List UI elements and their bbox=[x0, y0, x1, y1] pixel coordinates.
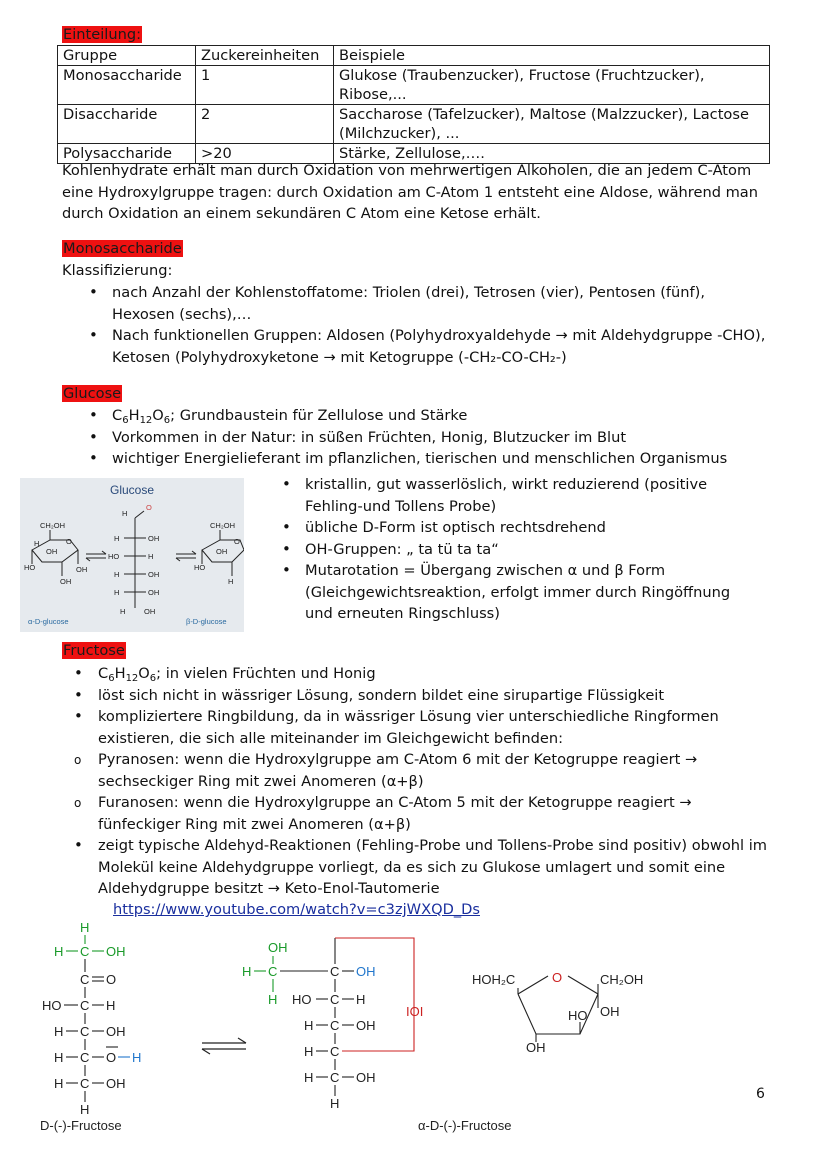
svg-text:H: H bbox=[304, 1044, 314, 1059]
svg-text:O: O bbox=[106, 972, 117, 987]
svg-text:OH: OH bbox=[148, 588, 160, 597]
svg-text:H: H bbox=[304, 1018, 314, 1033]
svg-text:H: H bbox=[34, 539, 40, 548]
svg-text:OH: OH bbox=[148, 534, 160, 543]
svg-text:OH: OH bbox=[46, 547, 58, 556]
glucose-structures-svg bbox=[20, 478, 244, 632]
table-cell: Disaccharide bbox=[58, 105, 196, 144]
glucose-formula: $C_6H_{12}O_6$ bbox=[112, 407, 171, 426]
section-heading-einteilung: Einteilung: bbox=[63, 26, 142, 43]
svg-text:HO: HO bbox=[24, 563, 36, 572]
table-header: Beispiele bbox=[334, 46, 770, 66]
svg-text:H: H bbox=[242, 964, 252, 979]
svg-text:OH: OH bbox=[106, 1024, 126, 1039]
svg-text:O: O bbox=[66, 537, 72, 546]
svg-text:O: O bbox=[234, 537, 240, 546]
section-heading-fructose: Fructose bbox=[63, 642, 125, 659]
figure-title: Glucose bbox=[109, 483, 155, 497]
list-item: • nach Anzahl der Kohlenstoffatome: Triolen (drei), Tetrosen (vier), Pentosen (fünf), Hexosen (sechs),… bbox=[62, 282, 767, 325]
svg-text:OH: OH bbox=[600, 1004, 620, 1019]
svg-text:O: O bbox=[106, 1050, 117, 1065]
svg-text:H: H bbox=[120, 607, 126, 616]
svg-text:O: O bbox=[146, 503, 152, 512]
youtube-link[interactable]: https://www.youtube.com/watch?v=c3zjWXQD_Ds bbox=[113, 901, 480, 918]
svg-text:HO: HO bbox=[292, 992, 312, 1007]
svg-text:H: H bbox=[330, 1096, 340, 1111]
svg-text:C: C bbox=[268, 964, 278, 979]
glucose-figure bbox=[20, 478, 244, 632]
svg-text:OH: OH bbox=[106, 944, 126, 959]
table-cell: Polysaccharide bbox=[58, 144, 196, 164]
beta-label: β-D-glucose bbox=[186, 617, 227, 626]
sub-list-item: o Pyranosen: wenn die Hydroxylgruppe am C-Atom 6 mit der Ketogruppe reagiert → sechseckiger Ring mit zwei Anomeren (α+β) bbox=[64, 749, 774, 792]
svg-text:H: H bbox=[114, 588, 120, 597]
svg-text:CH₂OH: CH₂OH bbox=[210, 521, 235, 530]
ringform-sublist bbox=[64, 749, 774, 835]
svg-text:OH: OH bbox=[60, 577, 72, 586]
svg-text:OH: OH bbox=[356, 1070, 376, 1085]
svg-text:H: H bbox=[54, 944, 64, 959]
table-cell: 1 bbox=[196, 66, 334, 105]
svg-text:OH: OH bbox=[526, 1040, 546, 1055]
svg-text:HO: HO bbox=[568, 1008, 588, 1023]
list-item: • kompliziertere Ringbildung, da in wässriger Lösung vier unterschiedliche Ringformen existieren, die sich alle miteinander im Gleichgewicht befinden: o Pyranosen: wenn die Hydroxylgruppe am C-Atom 6 mit der Ketogruppe reagiert → sechseckiger Ring mit zwei Anomeren (α+β) o Furanosen: wenn die Hydroxylgruppe an C-Atom 5 mit der Ketogruppe reagiert → fünfeckiger Ring mit zwei Anomeren (α+β) bbox=[64, 706, 774, 835]
svg-text:C: C bbox=[80, 972, 90, 987]
list-item: • zeigt typische Aldehyd-Reaktionen (Fehling-Probe und Tollens-Probe sind positiv) obwohl im Molekül keine Aldehydgruppe vorliegt, da es sich zu Glukose umlagert und somit eine Aldehydgruppe besitzt → Keto-Enol-Tautomerie bbox=[64, 835, 774, 900]
table-cell: Saccharose (Tafelzucker), Maltose (Malzzucker), Lactose (Milchzucker), ... bbox=[334, 105, 770, 144]
classification-label: Klassifizierung: bbox=[62, 262, 173, 279]
glucose-list bbox=[62, 405, 772, 470]
svg-text:H: H bbox=[148, 552, 154, 561]
svg-text:H: H bbox=[106, 998, 116, 1013]
fructose-open-label: D-(-)-Fructose bbox=[40, 1118, 122, 1133]
svg-text:OH: OH bbox=[106, 1076, 126, 1091]
alpha-label: α-D-glucose bbox=[28, 617, 69, 626]
svg-text:H: H bbox=[114, 570, 120, 579]
list-item: • OH-Gruppen: „ ta tü ta ta“ bbox=[255, 539, 755, 561]
svg-text:OH: OH bbox=[216, 547, 228, 556]
table-header-row bbox=[58, 46, 770, 66]
svg-text:C: C bbox=[80, 998, 90, 1013]
section-heading-monosaccharide: Monosaccharide bbox=[63, 240, 182, 257]
table-row bbox=[58, 105, 770, 144]
list-item: • Vorkommen in der Natur: in süßen Früchten, Honig, Blutzucker im Blut bbox=[62, 427, 772, 449]
svg-text:H: H bbox=[122, 509, 128, 518]
section-heading-glucose: Glucose bbox=[63, 385, 122, 402]
classification-list bbox=[62, 282, 767, 368]
svg-text:H: H bbox=[356, 992, 366, 1007]
svg-text:C: C bbox=[330, 1018, 340, 1033]
list-item: • löst sich nicht in wässriger Lösung, sondern bildet eine sirupartige Flüssigkeit bbox=[64, 685, 774, 707]
fructose-structures-svg bbox=[30, 918, 750, 1138]
list-item: • $C_6H_{12}O_6$; Grundbaustein für Zellulose und Stärke bbox=[62, 405, 772, 427]
table-cell: Glukose (Traubenzucker), Fructose (Fruchtzucker), Ribose,... bbox=[334, 66, 770, 105]
table-cell: Monosaccharide bbox=[58, 66, 196, 105]
table-cell: Stärke, Zellulose,…. bbox=[334, 144, 770, 164]
svg-text:H: H bbox=[268, 992, 278, 1007]
svg-text:OH: OH bbox=[356, 964, 376, 979]
list-item: • $C_6H_{12}O_6$; in vielen Früchten und Honig bbox=[64, 663, 774, 685]
intro-paragraph: Kohlenhydrate erhält man durch Oxidation von mehrwertigen Alkoholen, die an jedem C-Atom eine Hydroxylgruppe tragen: durch Oxidation am C-Atom 1 entsteht eine Aldose, während man durch Oxidation an einem sekundären C Atom eine Ketose erhält. bbox=[62, 162, 759, 222]
svg-text:CH₂OH: CH₂OH bbox=[600, 972, 644, 987]
svg-text:CH₂OH: CH₂OH bbox=[40, 521, 65, 530]
page-number: 6 bbox=[756, 1086, 765, 1102]
svg-text:H: H bbox=[80, 920, 90, 935]
svg-text:C: C bbox=[330, 964, 340, 979]
list-item: • kristallin, gut wasserlöslich, wirkt reduzierend (positive Fehling-und Tollens Probe) bbox=[255, 474, 755, 517]
list-item: • wichtiger Energielieferant im pflanzlichen, tierischen und menschlichen Organismus bbox=[62, 448, 772, 470]
svg-text:OH: OH bbox=[268, 940, 288, 955]
svg-text:C: C bbox=[80, 1076, 90, 1091]
svg-text:IOI: IOI bbox=[406, 1004, 424, 1019]
svg-text:C: C bbox=[330, 992, 340, 1007]
svg-text:C: C bbox=[330, 1070, 340, 1085]
table-cell: >20 bbox=[196, 144, 334, 164]
list-item: • Nach funktionellen Gruppen: Aldosen (Polyhydroxyaldehyde → mit Aldehydgruppe -CHO), Ketosen (Polyhydroxyketone → mit Ketogruppe (-CH₂-CO-CH₂-) bbox=[62, 325, 767, 368]
svg-text:OH: OH bbox=[148, 570, 160, 579]
svg-text:H: H bbox=[114, 534, 120, 543]
svg-text:H: H bbox=[54, 1076, 64, 1091]
svg-text:C: C bbox=[80, 1024, 90, 1039]
fructose-formula: $C_6H_{12}O_6$ bbox=[98, 665, 157, 684]
fructose-list bbox=[64, 663, 774, 900]
svg-text:HO: HO bbox=[194, 563, 206, 572]
list-item: • übliche D-Form ist optisch rechtsdrehend bbox=[255, 517, 755, 539]
list-item: • Mutarotation = Übergang zwischen α und β Form (Gleichgewichtsreaktion, erfolgt immer durch Ringöffnung und erneuten Ringschluss) bbox=[255, 560, 755, 625]
glucose-properties-list bbox=[255, 474, 755, 625]
svg-text:C: C bbox=[330, 1044, 340, 1059]
svg-text:OH: OH bbox=[76, 565, 88, 574]
table-cell: 2 bbox=[196, 105, 334, 144]
fructose-ring-label: α-D-(-)-Fructose bbox=[418, 1118, 512, 1133]
table-header: Gruppe bbox=[58, 46, 196, 66]
svg-text:C: C bbox=[80, 1050, 90, 1065]
svg-text:HOH₂C: HOH₂C bbox=[472, 972, 516, 987]
saccharide-table bbox=[57, 45, 770, 164]
sub-list-item: o Furanosen: wenn die Hydroxylgruppe an C-Atom 5 mit der Ketogruppe reagiert → fünfeckiger Ring mit zwei Anomeren (α+β) bbox=[64, 792, 774, 835]
svg-text:OH: OH bbox=[144, 607, 156, 616]
svg-text:OH: OH bbox=[356, 1018, 376, 1033]
svg-text:HO: HO bbox=[108, 552, 120, 561]
svg-text:H: H bbox=[132, 1050, 142, 1065]
table-row bbox=[58, 66, 770, 105]
table-header: Zuckereinheiten bbox=[196, 46, 334, 66]
svg-text:H: H bbox=[54, 1024, 64, 1039]
svg-text:C: C bbox=[80, 944, 90, 959]
svg-text:H: H bbox=[80, 1102, 90, 1117]
svg-text:H: H bbox=[228, 577, 234, 586]
svg-text:O: O bbox=[552, 970, 563, 985]
svg-text:H: H bbox=[304, 1070, 314, 1085]
svg-text:H: H bbox=[54, 1050, 64, 1065]
svg-text:HO: HO bbox=[42, 998, 62, 1013]
